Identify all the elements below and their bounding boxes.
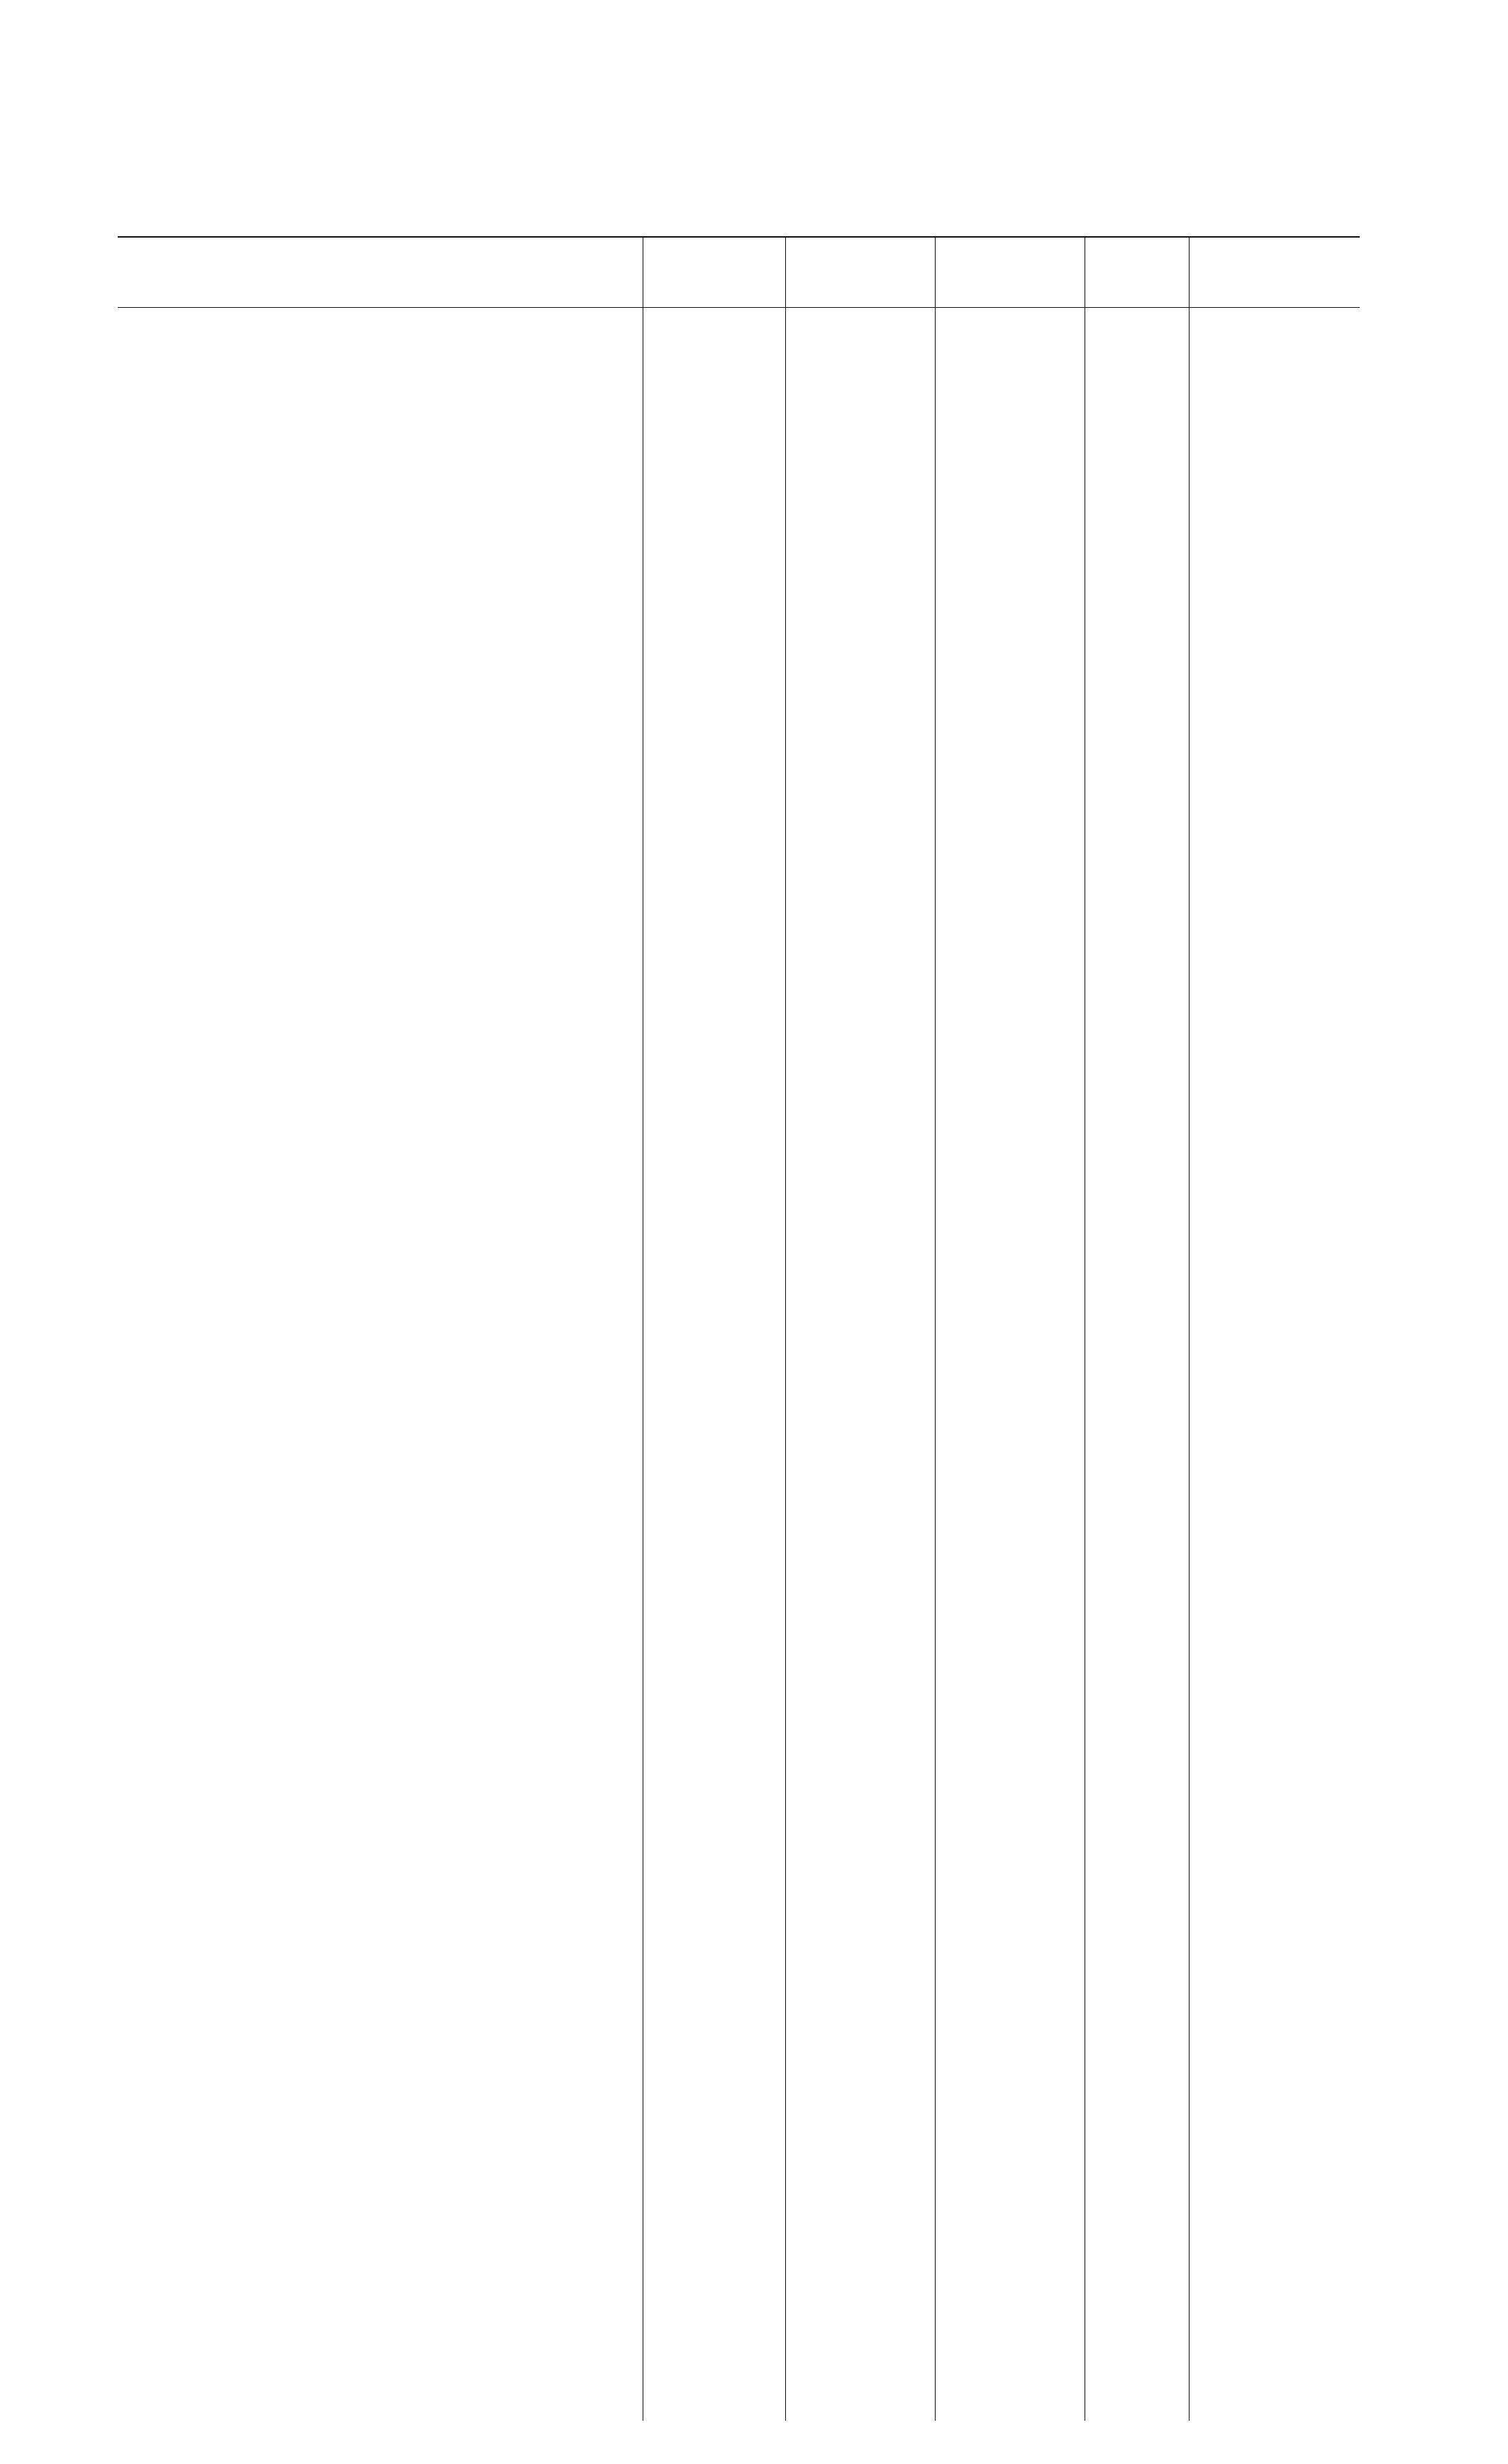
expenditure-table xyxy=(118,236,1360,2421)
rule-top xyxy=(118,236,1360,238)
rule-v2 xyxy=(785,236,786,2421)
rule-v3 xyxy=(935,236,936,2421)
rule-header xyxy=(118,307,1360,308)
rule-v5 xyxy=(1189,236,1190,2421)
